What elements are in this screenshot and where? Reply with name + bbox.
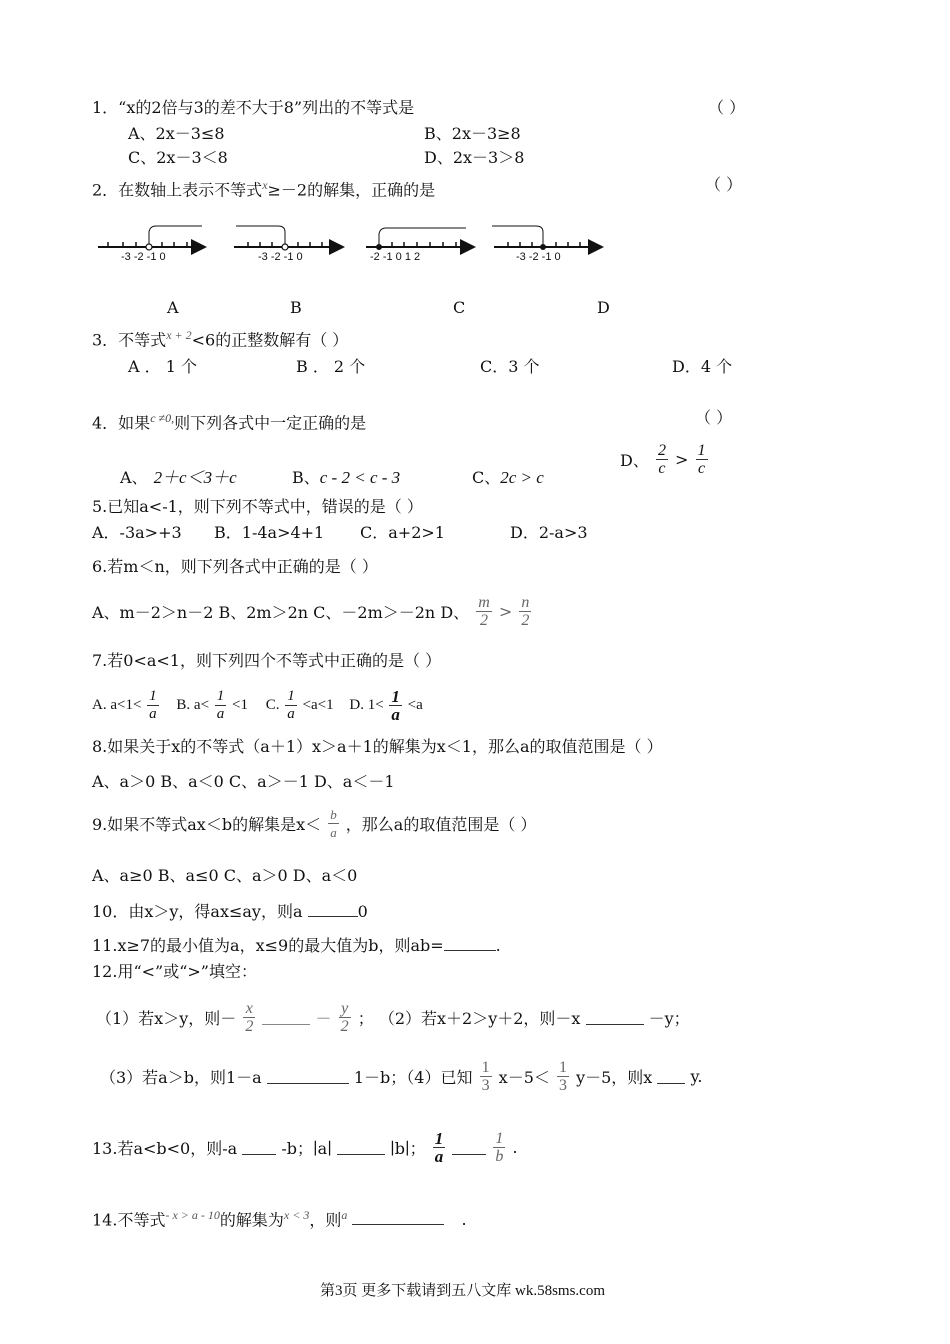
q4-answer-paren: （ ） xyxy=(695,408,733,427)
q4-option-d: D、 $\frac{2}{c}$ > $\frac{1}{c}$ xyxy=(620,442,706,477)
q1-option-d: D、2x－3＞8 xyxy=(424,148,525,167)
fraction: $\frac{1}{a}$ xyxy=(287,688,295,722)
q3-option-d: D．4 个 xyxy=(672,357,733,376)
q9-stem: 9.如果不等式ax＜b的解集是x＜ $\frac{b}{a}$ ，那么a的取值范围是（ ） xyxy=(92,807,537,840)
q2-label-c: C xyxy=(453,298,466,317)
q1-stem: 1．“x的2倍与3的差不大于8”列出的不等式是 xyxy=(92,98,415,117)
q3-option-b: B ． 2 个 xyxy=(296,357,366,376)
q2-stem: 2．在数轴上表示不等式$^x$≥－2的解集，正确的是 xyxy=(92,178,436,200)
page-footer: 第3页 更多下载请到五八文库 wk.58sms.com xyxy=(320,1283,606,1299)
q2-label-a: A xyxy=(167,298,179,317)
answer-blank[interactable] xyxy=(267,1069,349,1084)
q13-text: 13.若a<b<0，则-a -b；∣a∣ ∣b∣； $\frac{1}{a}$ $\frac{1}{b}$ . xyxy=(92,1129,518,1166)
answer-blank[interactable] xyxy=(586,1010,644,1025)
q4-stem: 4．如果$^{c \ne 0,}$则下列各式中一定正确的是 xyxy=(92,411,367,433)
fraction: $\frac{y}{2}$ xyxy=(340,1000,349,1035)
q6-options: A、m－2＞n－2 B、2m＞2n C、－2m＞－2n D、 $\frac{m}{2}$ > $\frac{n}{2}$ xyxy=(92,594,530,629)
q12-part3: （3）若a＞b，则1－a 1－b；（4）已知 $\frac{1}{3}$ x－5＜ $\frac{1}{3}$ y－5，则x y. xyxy=(100,1059,703,1094)
fraction: $\frac{1}{a}$ xyxy=(434,1129,444,1166)
answer-blank[interactable] xyxy=(452,1140,486,1155)
q5-option-a: A．-3a>+3 xyxy=(92,523,182,542)
q8-options: A、a＞0 B、a＜0 C、a＞－1 D、a＜－1 xyxy=(92,772,395,791)
answer-blank[interactable] xyxy=(337,1140,385,1155)
number-line-c-ticks: -2 -1 0 1 2 xyxy=(370,251,421,263)
q3-option-c: C．3 个 xyxy=(480,357,540,376)
q3-option-a: A ． 1 个 xyxy=(128,357,197,376)
fraction: $\frac{1}{3}$ xyxy=(558,1059,567,1094)
q5-option-b: B．1-4a>4+1 xyxy=(214,523,325,542)
fraction: $\frac{2}{c}$ xyxy=(657,442,666,477)
fraction: $\frac{m}{2}$ xyxy=(478,594,490,629)
q3-stem: 3．不等式$^{x + 2}$<6的正整数解有（ ） xyxy=(92,328,349,350)
fraction: $\frac{1}{a}$ xyxy=(391,687,400,724)
q2-label-d: D xyxy=(597,298,610,317)
number-line-d-ticks: -3 -2 -1 0 xyxy=(516,251,561,263)
q11-text: 11.x≥7的最小值为a，x≤9的最大值为b，则ab= . xyxy=(92,936,501,955)
fraction: $\frac{1}{a}$ xyxy=(149,688,157,722)
q12-part1: （1）若x＞y，则－ $\frac{x}{2}$ － $\frac{y}{2}$ ； （2）若x＋2＞y＋2，则－x －y； xyxy=(96,1000,690,1035)
q4-option-b: B、c - 2 < c - 3 xyxy=(292,468,401,487)
answer-blank[interactable] xyxy=(352,1210,444,1225)
q2-answer-paren: （ ） xyxy=(705,175,743,194)
q5-stem: 5.已知a<-1，则下列不等式中，错误的是（ ） xyxy=(92,497,423,516)
fraction: $\frac{1}{a}$ xyxy=(216,688,225,722)
q2-label-b: B xyxy=(290,298,302,317)
answer-blank[interactable] xyxy=(308,902,358,917)
q5-option-d: D．2-a>3 xyxy=(510,523,588,542)
q7-stem: 7.若0<a<1，则下列四个不等式中正确的是（ ） xyxy=(92,651,442,670)
answer-blank[interactable] xyxy=(242,1140,276,1155)
q1-answer-paren: （ ） xyxy=(708,98,746,117)
fraction: $\frac{1}{b}$ xyxy=(495,1130,504,1165)
answer-blank[interactable] xyxy=(444,936,496,951)
q5-option-c: C．a+2>1 xyxy=(360,523,445,542)
answer-blank[interactable] xyxy=(262,1010,310,1025)
q4-option-c: C、2c > c xyxy=(472,468,544,487)
q7-options: A. a<1< $\frac{1}{a}$ B. a< $\frac{1}{a}$ <1 C. $\frac{1}{a}$ <a<1 D. 1< $\frac{1}{a}$ <a xyxy=(92,687,423,724)
q1-option-b: B、2x－3≥8 xyxy=(424,124,521,143)
fraction: $\frac{b}{a}$ xyxy=(330,807,337,840)
answer-blank[interactable] xyxy=(657,1069,685,1084)
q1-option-c: C、2x－3＜8 xyxy=(128,148,228,167)
number-line-b-ticks: -3 -2 -1 0 xyxy=(258,251,303,263)
q1-option-a: A、2x－3≤8 xyxy=(128,124,225,143)
fraction: $\frac{n}{2}$ xyxy=(521,594,530,629)
q4-option-a: A、 2＋c＜3＋c xyxy=(120,468,237,487)
q12-stem: 12.用“<”或“>”填空： xyxy=(92,962,257,981)
q9-options: A、a≥0 B、a≤0 C、a＞0 D、a＜0 xyxy=(92,866,358,885)
fraction: $\frac{x}{2}$ xyxy=(245,1000,254,1035)
q8-stem: 8.如果关于x的不等式（a＋1）x＞a＋1的解集为x＜1，那么a的取值范围是（ ） xyxy=(92,737,663,756)
fraction: $\frac{1}{3}$ xyxy=(481,1059,490,1094)
q10-text: 10．由x＞y，得ax≤ay，则a 0 xyxy=(92,902,368,921)
q14-text: 14.不等式$^{- x > a - 10}$的解集为$^{x < 3}$，则$^a$ . xyxy=(92,1208,467,1230)
number-line-a-ticks: -3 -2 -1 0 xyxy=(121,251,166,263)
q6-stem: 6.若m＜n，则下列各式中正确的是（ ） xyxy=(92,557,378,576)
fraction: $\frac{1}{c}$ xyxy=(697,442,706,477)
